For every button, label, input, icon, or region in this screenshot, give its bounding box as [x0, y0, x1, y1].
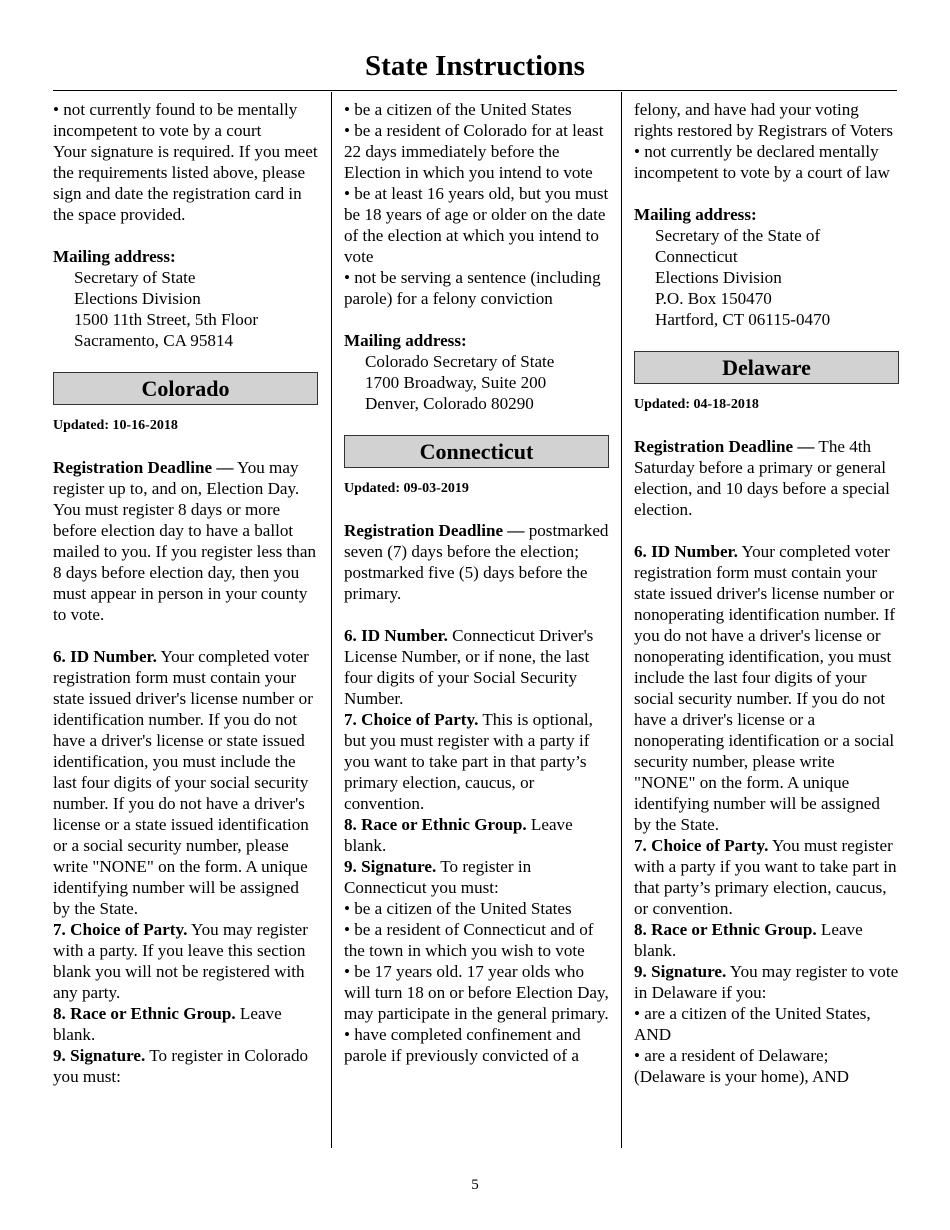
requirement-bullet: • not currently be declared mentally incompetent to vote by a court of law — [634, 142, 890, 182]
address-line: 1500 11th Street, 5th Floor — [74, 310, 259, 329]
requirement-bullet: • be a resident of Connecticut and of the town in which you wish to vote — [344, 920, 594, 960]
registration-deadline: Registration Deadline — You may register up to, and on, Election Day. You must register 8 days or more before election day to have a ballot mailed to you. If you register less than 8 days before election day, then you must appear in person in your county to vote. — [53, 458, 316, 624]
race-ethnic-group: 8. Race or Ethnic Group. Leave blank. — [634, 920, 863, 960]
race-ethnic-group: 8. Race or Ethnic Group. Leave blank. — [53, 1004, 282, 1044]
updated-date: Updated: 09-03-2019 — [344, 481, 469, 496]
registration-deadline: Registration Deadline — postmarked seven (7) days before the election; postmarked five (5) days before the primary. — [344, 521, 609, 603]
id-number: 6. ID Number. Connecticut Driver's License Number, or if none, the last four digits of your Social Security Number. — [344, 626, 594, 708]
mailing-label: Mailing address: — [634, 205, 757, 224]
bullet-incompetent: • not currently found to be mentally incompetent to vote by a court — [53, 100, 298, 140]
continued-text: felony, and have had your voting rights restored by Registrars of Voters — [634, 100, 894, 140]
requirement-bullet: • are a citizen of the United States, AND — [634, 1004, 871, 1044]
mailing-label: Mailing address: — [53, 247, 176, 266]
address-line: Secretary of State — [74, 268, 196, 287]
registration-deadline: Registration Deadline — The 4th Saturday before a primary or general election, and 10 days before a special election. — [634, 437, 890, 519]
column-2 — [344, 99, 609, 1066]
address-line: Colorado Secretary of State — [365, 352, 555, 371]
address-line: 1700 Broadway, Suite 200 — [365, 373, 547, 392]
signature: 9. Signature. To register in Colorado you must: — [53, 1046, 309, 1086]
requirement-bullet: • be a resident of Colorado for at least 22 days immediately before the Election in which you intend to vote — [344, 121, 604, 182]
requirement-bullet: • not be serving a sentence (including parole) for a felony conviction — [344, 268, 601, 308]
mailing-address — [344, 351, 609, 414]
requirement-bullet: • be a citizen of the United States — [344, 899, 572, 918]
state-heading-delaware: Delaware — [634, 351, 899, 384]
requirement-bullet: • be a citizen of the United States — [344, 100, 572, 119]
address-line: Elections Division — [74, 289, 201, 308]
race-ethnic-group: 8. Race or Ethnic Group. Leave blank. — [344, 815, 573, 855]
signature-note: Your signature is required. If you meet the requirements listed above, please sign and date the registration card in the space provided. — [53, 142, 318, 224]
title-rule — [53, 90, 897, 91]
page-number: 5 — [471, 1177, 479, 1193]
address-line: Denver, Colorado 80290 — [365, 394, 534, 413]
choice-of-party: 7. Choice of Party. You must register with a party if you want to take part in that party’s primary election, caucus, or convention. — [634, 836, 897, 918]
requirement-bullet: • be at least 16 years old, but you must be 18 years of age or older on the date of the election at which you intend to vote — [344, 184, 609, 266]
address-line: Hartford, CT 06115-0470 — [655, 310, 831, 329]
updated-date: Updated: 04-18-2018 — [634, 397, 759, 412]
id-number: 6. ID Number. Your completed voter registration form must contain your state issued driver's license number or identification number. If you do not have a driver's license or state issued identification, you must include the last four digits of your social security number. If you do not have a driver's license or a state issued identification or a social security number, please write "NONE" on the form. A unique identifying number will be assigned by the State. — [53, 647, 313, 918]
mailing-label: Mailing address: — [344, 331, 467, 350]
choice-of-party: 7. Choice of Party. You may register with a party. If you leave this section blank you will not be registered with any party. — [53, 920, 308, 1002]
state-heading-colorado: Colorado — [53, 372, 318, 405]
address-line: P.O. Box 150470 — [655, 289, 772, 308]
address-line: Secretary of the State of Connecticut — [655, 226, 821, 266]
requirement-bullet: • have completed confinement and parole if previously convicted of a — [344, 1025, 581, 1065]
mailing-address — [53, 267, 318, 351]
address-line: Sacramento, CA 95814 — [74, 331, 234, 350]
column-1 — [53, 99, 318, 1087]
column-divider-1 — [331, 92, 332, 1148]
signature: 9. Signature. To register in Connecticut you must: — [344, 857, 532, 897]
column-divider-2 — [621, 92, 622, 1148]
state-heading-connecticut: Connecticut — [344, 435, 609, 468]
id-number: 6. ID Number. Your completed voter registration form must contain your state issued driver's license number or nonoperating identification number. If you do not have a driver's license or nonoperating identification, you must include the last four digits of your social security number. If you do not have a driver's license or a nonoperating identification or a social security number, please write "NONE" on the form. A unique identifying number will be assigned by the State. — [634, 542, 896, 834]
choice-of-party: 7. Choice of Party. This is optional, but you must register with a party if you want to take part in that party’s primary election, caucus, or convention. — [344, 710, 593, 813]
requirement-bullet: • are a resident of Delaware; (Delaware is your home), AND — [634, 1046, 850, 1086]
page-title: State Instructions — [365, 50, 585, 82]
address-line: Elections Division — [655, 268, 782, 287]
column-3 — [634, 99, 899, 1087]
signature: 9. Signature. You may register to vote in Delaware if you: — [634, 962, 899, 1002]
updated-date: Updated: 10-16-2018 — [53, 418, 178, 433]
mailing-address — [634, 225, 899, 330]
requirement-bullet: • be 17 years old. 17 year olds who will turn 18 on or before Election Day, may participate in the general primary. — [344, 962, 609, 1023]
